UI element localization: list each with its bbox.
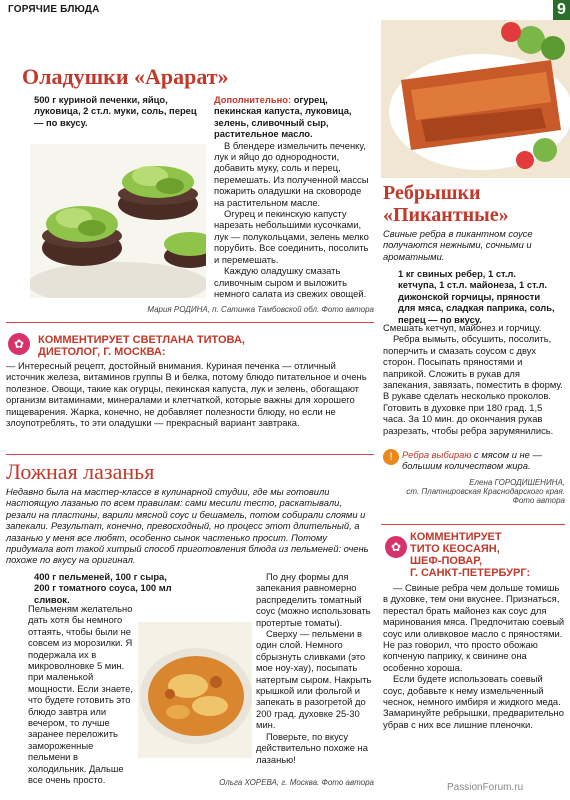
divider bbox=[381, 524, 565, 525]
recipe1-photo bbox=[30, 144, 206, 298]
recipe2-intro: Свиные ребра в пикантном соусе получаются нежными, сочными и ароматными. bbox=[383, 228, 533, 262]
recipe3-intro: Недавно была на мастер-классе в кулинарной студии, где мы готовили настоящую лазанью по всем правилам: сами месили тесто, раскатывали, резали на пластины, варили мясной соус и бешамель, потом собирали слоями и запекали. Результат, конечно, превосходный, но процесс этот длительный, а лазанью у меня все любят, особенно сынок частенько просит. Потому придумала вот такой хитрый способ приготовления блюда из пельменей: очень похоже по вкусу на оригинал. bbox=[6, 486, 369, 566]
recipe1-author: Мария РОДИНА, п. Сатинка Тамбовской обл. Фото автора bbox=[147, 305, 374, 314]
recipe1-method bbox=[214, 94, 372, 299]
recipe3-title: Ложная лазанья bbox=[6, 459, 155, 484]
recipe3-left-text: Пельменям желательно дать хотя бы немного оттаять, чтобы были не совсем из морозилки. Я подержала их в микроволновке 5 мин. при маленькой мощности. Если знаете, что будете готовить это блюдо завтра или вечером, то лучше заранее переложить замороженные пельмени в холодильник. Дальше все очень просто. bbox=[28, 603, 133, 786]
recipe1-step-2: Огурец и пекинскую капусту нарезать небольшими кусочками, лук — полукольцами, зелень мелко порубить. Все соединить, посолить и перемешать. bbox=[214, 208, 369, 265]
recipe3-photo bbox=[138, 622, 252, 758]
recipe1-additional-label: Дополнительно: bbox=[214, 94, 292, 105]
recipe1-step-3: Каждую оладушку смазать сливочным сыром и выложить немного салата из свежих овощей. bbox=[214, 265, 367, 299]
comment-badge-icon: ✿ bbox=[385, 536, 407, 558]
recipe2-ingredients: 1 кг свиных ребер, 1 ст.л. кетчупа, 1 ст.л. майонеза, 1 ст.л. дижонской горчицы, пряности для мяса, сладкая паприка, соль, перец — по вкусу. bbox=[398, 268, 555, 325]
divider bbox=[6, 322, 374, 323]
recipe1-title: Оладушки «Арарат» bbox=[22, 64, 229, 89]
page-number: 9 bbox=[553, 0, 570, 20]
recipe2-step-2: Ребра вымыть, обсушить, посолить, поперчить и смазать соусом с двух сторон. Посыпать пряностями и паприкой. Сложить в рукав для запекания, завязать, поместить в форму. В рукаве сделать несколько проколов. Готовить в духовке при 180 град. 1,5 часа. За 10 мин. до окончания рукав разрезать, чтобы ребра зарумянились. bbox=[383, 333, 563, 436]
section-label: ГОРЯЧИЕ БЛЮДА bbox=[8, 4, 100, 15]
divider bbox=[6, 454, 374, 455]
recipe2-photo bbox=[381, 20, 570, 178]
recipe2-tip: Ребра выбираю с мясом и не — большим количеством жира. bbox=[402, 449, 542, 472]
comment1-text: — Интересный рецепт, достойный внимания. Куриная печенка — отличный источник железа, витаминов группы В и белка, потому блюдо питательное и очень полезное. Овощи, такие как огурцы, пекинская капуста, лук и зелень, обогащают организм витаминами, минералами и клетчаткой, которые важны для хорошего пищеварения. Жарка, конечно, не добавляет полезности блюду, но если не злоупотреблять, то эти оладушки — прекрасный вариант завтрака. bbox=[6, 360, 367, 429]
recipe1-ingredients: 500 г куриной печенки, яйцо, луковица, 2 ст.л. муки, соль, перец — по вкусу. bbox=[34, 94, 197, 128]
recipe2-title: Ребрышки «Пикантные» bbox=[383, 182, 509, 226]
recipe2-method bbox=[383, 322, 565, 436]
comment-badge-icon: ✿ bbox=[8, 333, 30, 355]
watermark: PassionForum.ru bbox=[447, 782, 524, 793]
recipe3-ingredients: 400 г пельменей, 100 г сыра, 200 г томатного соуса, 100 мл сливок. bbox=[34, 571, 172, 605]
comment1-heading: КОММЕНТИРУЕТ СВЕТЛАНА ТИТОВА, ДИЕТОЛОГ, Г. МОСКВА: bbox=[38, 334, 245, 358]
comment2-heading: КОММЕНТИРУЕТ ТИТО КЕОСАЯН, ШЕФ-ПОВАР, Г. САНКТ-ПЕТЕРБУРГ: bbox=[410, 531, 531, 579]
tip-exclamation-icon: ! bbox=[383, 449, 399, 465]
recipe1-step-1: В блендере измельчить печенку, лук и яйцо до однородности, добавить муку, соль и перец, перемешать. Из полученной массы пожарить оладушки на сковороде на растительном масле. bbox=[214, 139, 369, 208]
recipe3-right-text: По дну формы для запекания равномерно распределить томатный соус (можно использовать протертые томаты). Сверху — пельмени в один слой. Немного сбрызнуть сливками (это мое ноу-хау), посыпать натертым сыром. Накрыть крышкой или фольгой и запекать в разогретой до 200 град. духовке 25-30 мин. Поверьте, по вкусу действительно похоже на лазанью! bbox=[256, 571, 372, 765]
recipe2-step-1: Смешать кетчуп, майонез и горчицу. bbox=[383, 322, 542, 333]
comment2-text: — Свиные ребра чем дольше томишь в духовке, тем они вкуснее. Признаться, перестал брать майонез как соус для маринования мяса. Предпочитаю соевый соус или оливковое масло с пряностями. Не раз говорил, что просто обожаю копченую паприку, к свинине она особенно хороша. Если будете использовать соевый соус, добавьте к нему измельченный чеснок, немного имбиря и жидкого меда. Замаринуйте ребрышки, предварительно убрав с них все лишние пленочки. bbox=[383, 582, 565, 730]
recipe2-author: Елена ГОРОДИШЕНИНА, ст. Платнировская Краснодарского края. Фото автора bbox=[406, 478, 565, 505]
recipe3-author: Ольга ХОРЕВА, г. Москва. Фото автора bbox=[219, 778, 374, 787]
recipe1-additional: огурец, пекинская капуста, луковица, зелень, сливочный сыр, растительное масло. bbox=[214, 94, 352, 140]
